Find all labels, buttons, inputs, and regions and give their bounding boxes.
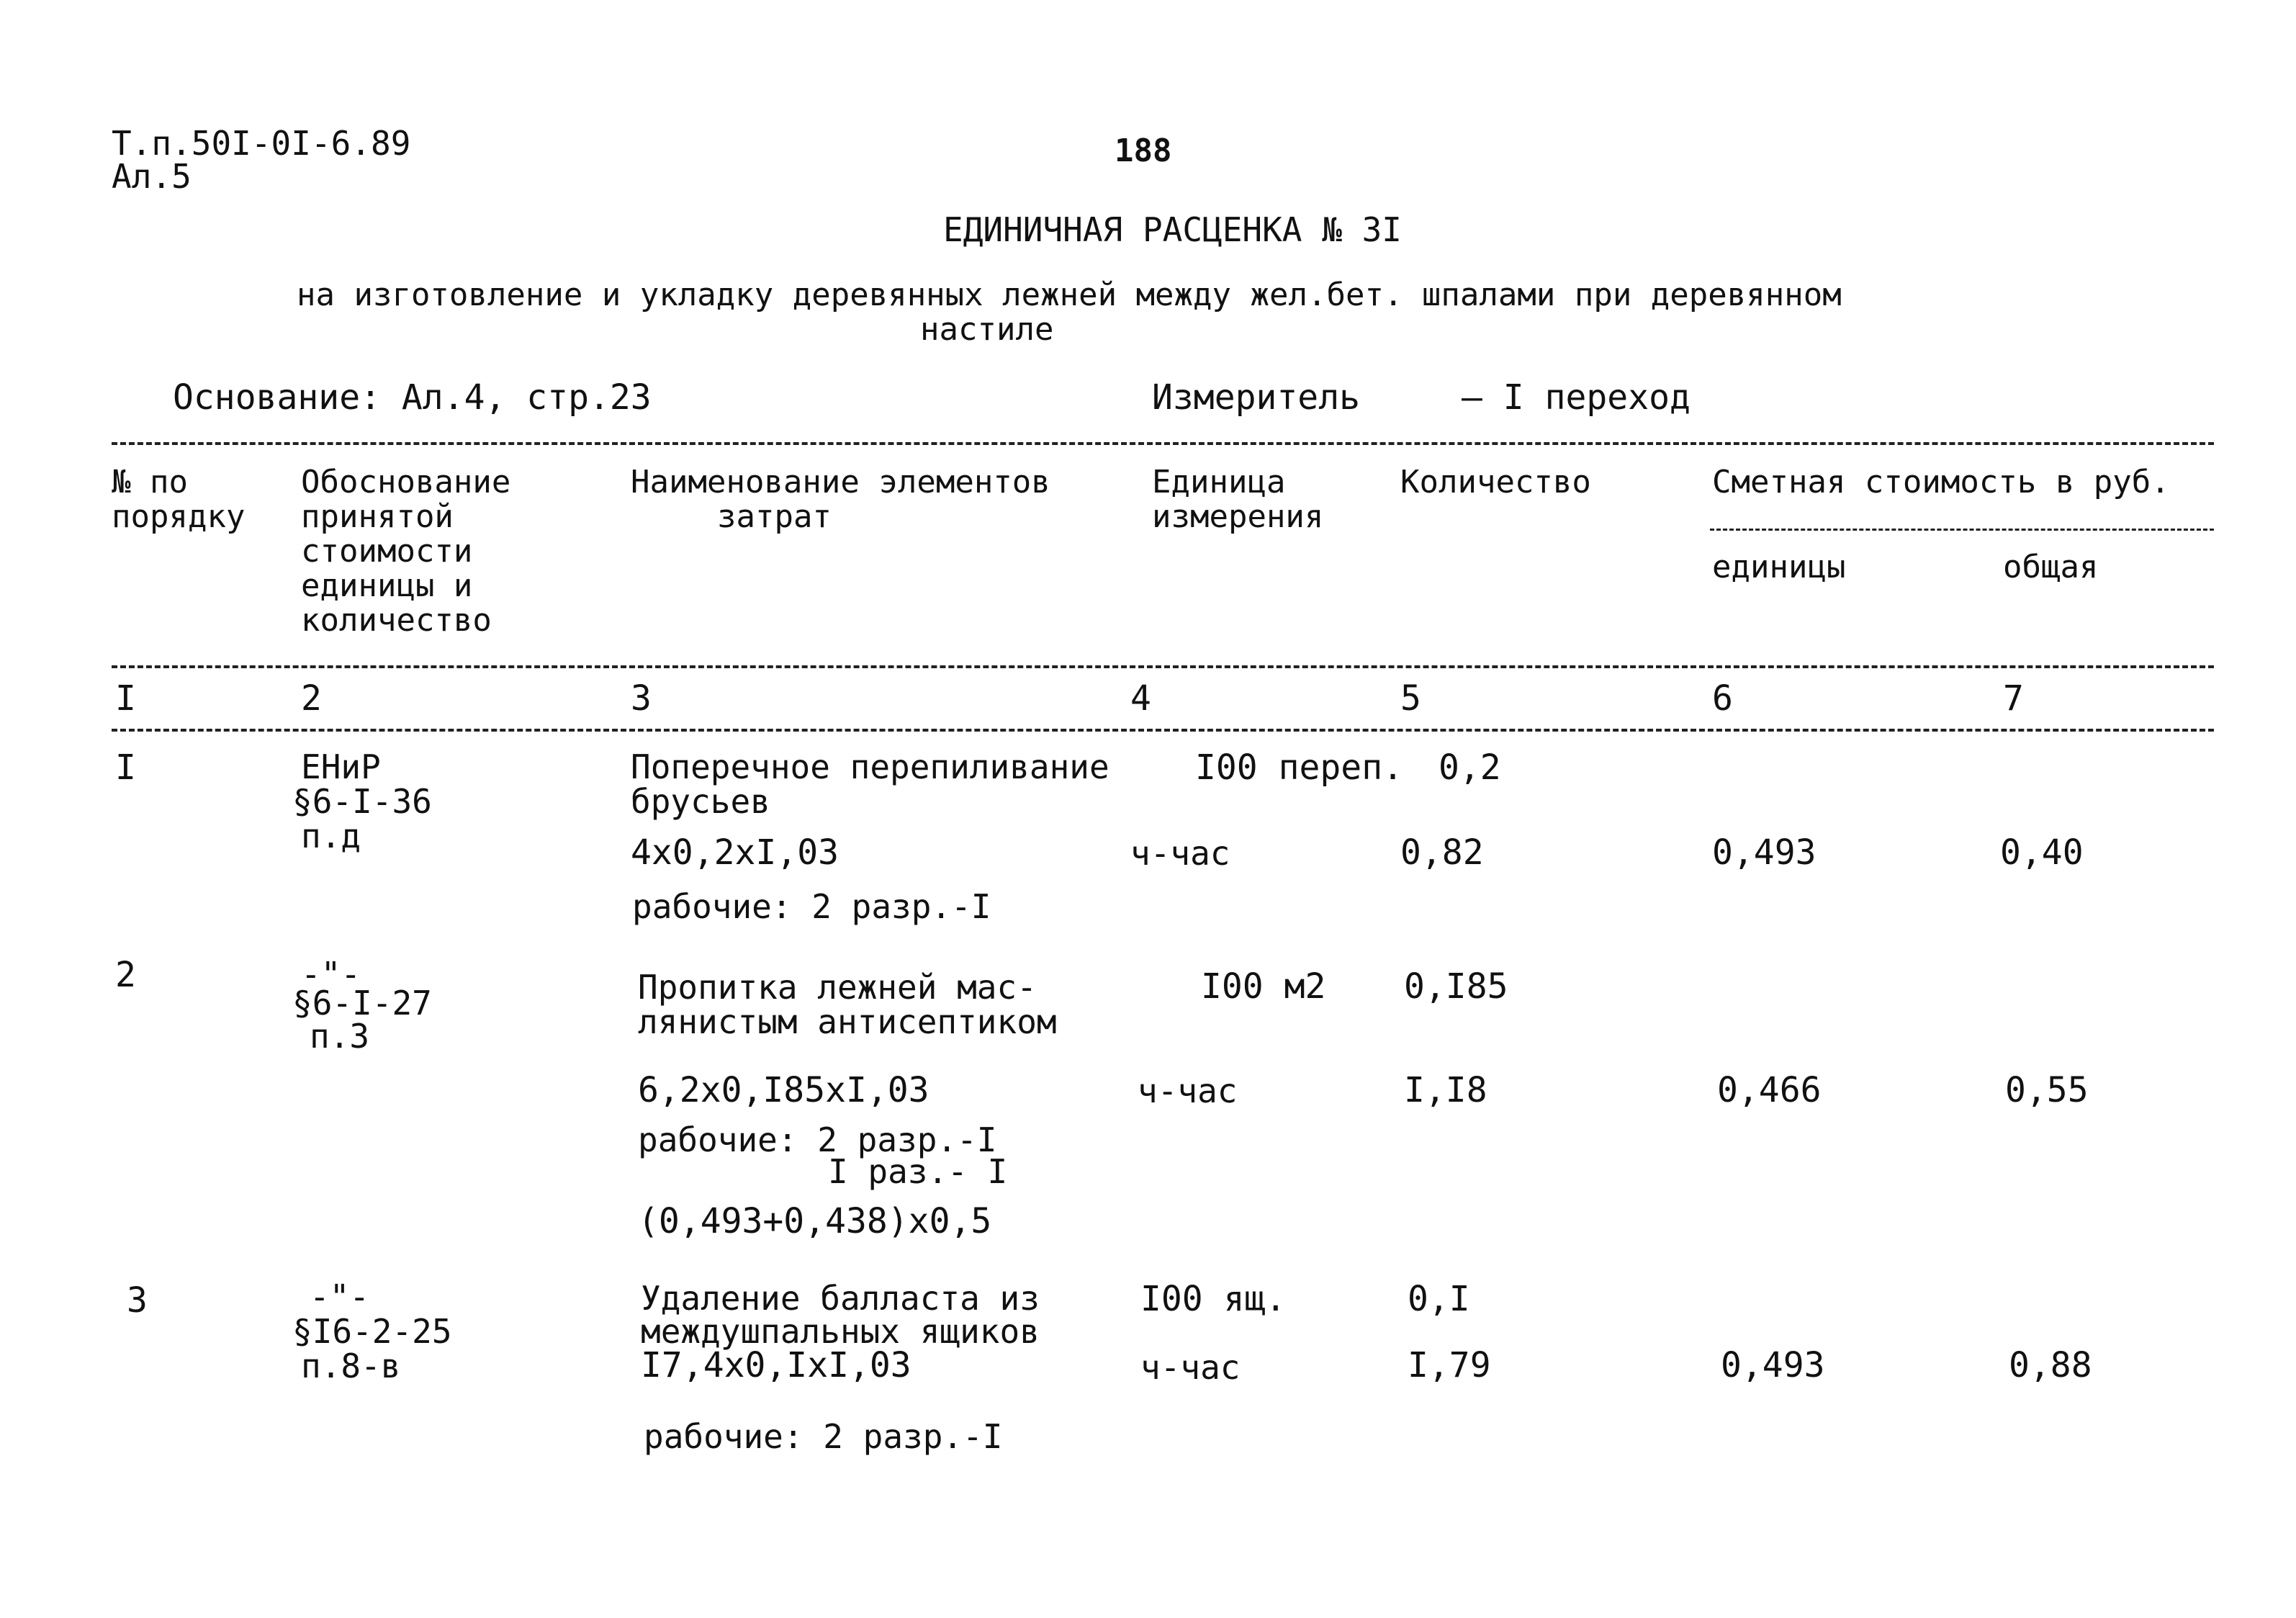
row-total-price: 0,40	[2000, 832, 2084, 873]
header-col2-line3: стоимости	[301, 533, 473, 570]
meter-label: Измеритель	[1152, 377, 1360, 418]
row-basis-line3: п.8-в	[301, 1347, 401, 1385]
row-workers: рабочие: 2 разр.-I	[644, 1417, 1003, 1456]
header-col7: общая	[2003, 549, 2099, 585]
row-basis-line1: ЕНиР	[301, 747, 381, 786]
header-col3-line1: Наименование элементов	[631, 464, 1050, 500]
col-number: 2	[301, 678, 322, 719]
document-title: ЕДИНИЧНАЯ РАСЦЕНКА № 3I	[943, 210, 1402, 249]
col-number: 5	[1400, 678, 1421, 719]
row-basis-line3: п.д	[301, 817, 361, 855]
row-workers-line1: рабочие: 2 разр.-I	[638, 1120, 997, 1159]
row-calc: I7,4x0,IxI,03	[641, 1345, 911, 1385]
header-col2-line2: принятой	[301, 498, 454, 535]
row-calc-unit: ч-час	[1138, 1071, 1238, 1110]
row-calc-unit: ч-час	[1130, 834, 1230, 873]
page-number: 188	[1115, 132, 1172, 169]
row-name-line1: Пропитка лежней мас-	[638, 968, 1037, 1007]
row-workers: рабочие: 2 разр.-I	[632, 887, 991, 926]
document-code: Т.п.50I-0I-6.89	[112, 124, 411, 163]
row-quantity: 0,I85	[1404, 966, 1508, 1007]
row-basis-line1: -"-	[310, 1277, 370, 1316]
row-unit: I00 м2	[1201, 966, 1326, 1007]
row-name-line2: брусьев	[631, 782, 770, 821]
col-number: 3	[631, 678, 652, 719]
document-subtitle-line2: настиле	[920, 311, 1054, 348]
row-basis-line2: §6-I-36	[292, 782, 432, 821]
row-total-price: 0,88	[2009, 1345, 2092, 1385]
row-calc-unit: ч-час	[1140, 1348, 1241, 1387]
row-quantity: 0,2	[1439, 747, 1501, 788]
row-unit: I00 ящ.	[1140, 1279, 1287, 1319]
header-col2-line1: Обоснование	[301, 464, 511, 500]
document-subtitle-line1: на изготовление и укладку деревянных лежней между жел.бет. шпалами при деревянном	[297, 277, 1842, 313]
header-col4-line1: Единица	[1152, 464, 1286, 500]
row-total-price: 0,55	[2005, 1070, 2089, 1110]
header-col2-line4: единицы и	[301, 567, 473, 604]
row-number: 3	[127, 1280, 148, 1321]
row-name-line1: Поперечное перепиливание	[631, 747, 1109, 786]
header-col2-line5: количество	[301, 602, 492, 639]
row-unit-price: 0,493	[1721, 1345, 1825, 1385]
header-bottom-rule	[112, 665, 2214, 668]
row-name-line2: междушпальных ящиков	[641, 1312, 1040, 1351]
header-col1-line2: порядку	[112, 498, 246, 535]
row-basis-line2: §6-I-27	[292, 984, 432, 1023]
row-basis-line1: -"-	[301, 955, 361, 994]
table-top-rule	[112, 442, 2214, 445]
row-name-line2: лянистым антисептиком	[638, 1002, 1057, 1041]
header-col4-line2: измерения	[1152, 498, 1324, 535]
row-calc: 6,2x0,I85xI,03	[638, 1070, 929, 1110]
row-calc: 4x0,2xI,03	[631, 832, 839, 873]
cost-header-rule	[1710, 529, 2214, 531]
basis-reference: Основание: Ал.4, стр.23	[173, 377, 652, 418]
row-quantity: 0,I	[1408, 1279, 1470, 1319]
header-col1-line1: № по	[112, 464, 188, 500]
header-cost: Сметная стоимость в руб.	[1712, 464, 2170, 500]
numbers-bottom-rule	[112, 729, 2214, 732]
row-unit: I00 переп.	[1195, 747, 1403, 788]
album-number: Ал.5	[112, 157, 192, 196]
row-unit-price: 0,466	[1717, 1070, 1822, 1110]
row-number: 2	[115, 955, 136, 995]
col-number: 4	[1130, 678, 1151, 719]
row-basis-line3: п.3	[310, 1017, 370, 1056]
header-col3-line2: затрат	[717, 498, 832, 535]
row-name-line1: Удаление балласта из	[641, 1279, 1040, 1318]
row-number: I	[115, 747, 136, 788]
col-number: 7	[2003, 678, 2024, 719]
col-number: I	[115, 678, 136, 719]
header-col5: Количество	[1400, 464, 1591, 500]
row-formula: (0,493+0,438)x0,5	[638, 1201, 992, 1241]
row-unit-price: 0,493	[1712, 832, 1816, 873]
row-calc-quantity: 0,82	[1400, 832, 1484, 873]
row-workers-line2: I раз.- I	[828, 1152, 1008, 1191]
row-calc-quantity: I,79	[1408, 1345, 1491, 1385]
row-basis-line2: §I6-2-25	[292, 1312, 452, 1351]
col-number: 6	[1712, 678, 1733, 719]
header-col6: единицы	[1712, 549, 1846, 585]
meter-value: – I переход	[1462, 377, 1691, 418]
row-calc-quantity: I,I8	[1404, 1070, 1487, 1110]
